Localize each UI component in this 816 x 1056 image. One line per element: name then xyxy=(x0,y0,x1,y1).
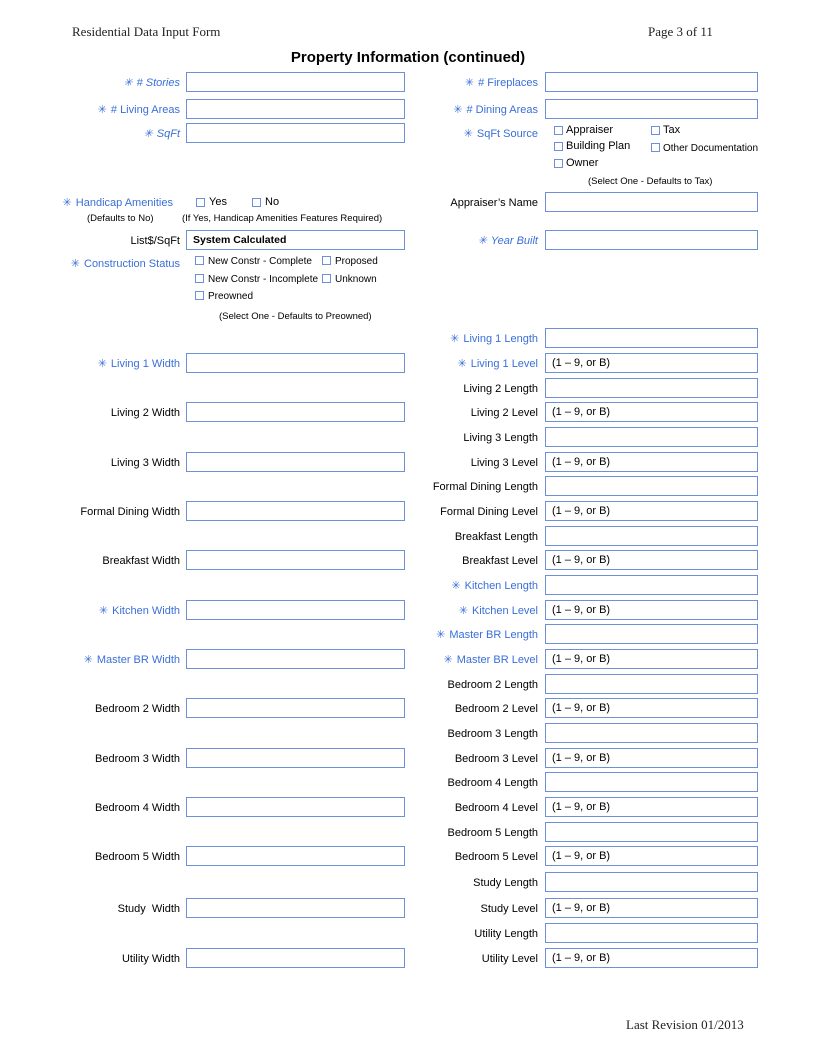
appraiser-name-label: Appraiser’s Name xyxy=(450,197,538,209)
master-br-length-input[interactable] xyxy=(545,624,758,644)
utility-level-label: Utility Level xyxy=(481,953,538,965)
construction-new-incomplete-checkbox[interactable] xyxy=(195,274,204,283)
bedroom5-width-input[interactable] xyxy=(186,846,405,866)
living1-level-label: ✳ Living 1 Level xyxy=(457,358,538,370)
required-icon: ✳ xyxy=(97,104,107,116)
bedroom4-width-label: Bedroom 4 Width xyxy=(95,802,180,814)
bedroom3-level-input[interactable] xyxy=(545,748,758,768)
sqft-label: ✳ SqFt xyxy=(143,128,180,140)
year-built-label: ✳ Year Built xyxy=(477,235,538,247)
dining-areas-label: ✳ # Dining Areas xyxy=(453,104,538,116)
construction-status-label: ✳ Construction Status xyxy=(70,258,180,270)
utility-width-input[interactable] xyxy=(186,948,405,968)
sqft-source-tax-checkbox[interactable] xyxy=(651,126,660,135)
required-icon: ✳ xyxy=(70,258,80,270)
formal-dining-length-input[interactable] xyxy=(545,476,758,496)
handicap-yes-label: Yes xyxy=(209,196,227,208)
master-br-level-input[interactable] xyxy=(545,649,758,669)
bedroom4-width-input[interactable] xyxy=(186,797,405,817)
bedroom4-level-input[interactable] xyxy=(545,797,758,817)
sqft-source-tax-label: Tax xyxy=(663,124,681,136)
utility-length-input[interactable] xyxy=(545,923,758,943)
handicap-features-note: (If Yes, Handicap Amenities Features Required) xyxy=(182,213,383,224)
living1-length-input[interactable] xyxy=(545,328,758,348)
list-sqft-label: List$/SqFt xyxy=(130,235,180,247)
bedroom2-width-label: Bedroom 2 Width xyxy=(95,703,180,715)
breakfast-length-label: Breakfast Length xyxy=(454,531,538,543)
level-hint: (1 – 9, or B) xyxy=(552,702,611,714)
construction-note: (Select One - Defaults to Preowned) xyxy=(219,311,372,322)
bedroom3-length-input[interactable] xyxy=(545,723,758,743)
construction-new-incomplete-label: New Constr - Incomplete xyxy=(208,274,319,285)
breakfast-length-input[interactable] xyxy=(545,526,758,546)
bedroom5-length-label: Bedroom 5 Length xyxy=(447,827,538,839)
required-icon: ✳ xyxy=(83,654,93,666)
appraiser-name-input[interactable] xyxy=(545,192,758,212)
level-hint: (1 – 9, or B) xyxy=(552,850,611,862)
list-sqft-value: System Calculated xyxy=(193,234,287,246)
living3-level-input[interactable] xyxy=(545,452,758,472)
breakfast-level-label: Breakfast Level xyxy=(462,555,538,567)
handicap-default-note: (Defaults to No) xyxy=(87,213,154,224)
living3-width-label: Living 3 Width xyxy=(110,457,180,469)
bedroom4-level-label: Bedroom 4 Level xyxy=(454,802,538,814)
living3-length-input[interactable] xyxy=(545,427,758,447)
stories-label: ✳ # Stories xyxy=(123,77,180,89)
required-icon: ✳ xyxy=(453,104,463,116)
bedroom5-length-input[interactable] xyxy=(545,822,758,842)
level-hint: (1 – 9, or B) xyxy=(552,902,611,914)
required-icon: ✳ xyxy=(98,605,109,617)
study-length-label: Study Length xyxy=(473,877,538,889)
utility-level-input[interactable] xyxy=(545,948,758,968)
bedroom2-level-label: Bedroom 2 Level xyxy=(454,703,538,715)
living2-level-label: Living 2 Level xyxy=(470,407,538,419)
study-level-label: Study Level xyxy=(480,903,538,915)
sqft-source-appraiser-checkbox[interactable] xyxy=(554,126,563,135)
kitchen-width-label: ✳ Kitchen Width xyxy=(98,605,180,617)
living2-length-label: Living 2 Length xyxy=(463,383,538,395)
form-title: Residential Data Input Form xyxy=(72,24,221,39)
required-icon: ✳ xyxy=(463,128,473,140)
required-icon: ✳ xyxy=(123,77,133,89)
page-number: Page 3 of 11 xyxy=(648,24,713,39)
living1-level-input[interactable] xyxy=(545,353,758,373)
bedroom4-length-label: Bedroom 4 Length xyxy=(447,777,538,789)
bedroom2-level-input[interactable] xyxy=(545,698,758,718)
required-icon: ✳ xyxy=(477,235,487,247)
construction-preowned-label: Preowned xyxy=(208,291,254,302)
bedroom3-length-label: Bedroom 3 Length xyxy=(447,728,538,740)
breakfast-width-input[interactable] xyxy=(186,550,405,570)
bedroom2-width-input[interactable] xyxy=(186,698,405,718)
sqft-source-other-checkbox[interactable] xyxy=(651,143,660,152)
utility-length-label: Utility Length xyxy=(474,928,538,940)
level-hint: (1 – 9, or B) xyxy=(552,456,611,468)
section-title: Property Information (continued) xyxy=(290,49,526,66)
handicap-no-label: No xyxy=(265,196,280,208)
living1-width-label: ✳ Living 1 Width xyxy=(97,358,180,370)
formal-dining-level-label: Formal Dining Level xyxy=(440,506,538,518)
level-hint: (1 – 9, or B) xyxy=(552,357,611,369)
bedroom3-width-input[interactable] xyxy=(186,748,405,768)
construction-proposed-checkbox[interactable] xyxy=(322,256,331,265)
formal-dining-width-label: Formal Dining Width xyxy=(80,506,180,518)
level-hint: (1 – 9, or B) xyxy=(552,604,611,616)
formal-dining-length-label: Formal Dining Length xyxy=(432,481,538,493)
level-hint: (1 – 9, or B) xyxy=(552,406,611,418)
study-length-input[interactable] xyxy=(545,872,758,892)
study-width-label: Study Width xyxy=(117,903,180,915)
study-width-input[interactable] xyxy=(186,898,405,918)
bedroom3-width-label: Bedroom 3 Width xyxy=(95,753,180,765)
kitchen-width-input[interactable] xyxy=(186,600,405,620)
fireplaces-label: ✳ # Fireplaces xyxy=(464,77,538,89)
master-br-level-label: ✳ Master BR Level xyxy=(443,654,538,666)
bedroom5-width-label: Bedroom 5 Width xyxy=(95,851,180,863)
level-hint: (1 – 9, or B) xyxy=(552,801,611,813)
living3-width-input[interactable] xyxy=(186,452,405,472)
construction-proposed-label: Proposed xyxy=(335,256,378,267)
bedroom5-level-input[interactable] xyxy=(545,846,758,866)
handicap-label: ✳ Handicap Amenities xyxy=(62,197,173,209)
required-icon: ✳ xyxy=(143,128,153,140)
level-hint: (1 – 9, or B) xyxy=(552,752,611,764)
year-built-input[interactable] xyxy=(545,230,758,250)
master-br-length-label: ✳ Master BR Length xyxy=(436,629,538,641)
required-icon: ✳ xyxy=(436,629,446,641)
kitchen-length-label: ✳ Kitchen Length xyxy=(451,580,538,592)
living3-length-label: Living 3 Length xyxy=(463,432,538,444)
kitchen-length-input[interactable] xyxy=(545,575,758,595)
bedroom5-level-label: Bedroom 5 Level xyxy=(454,851,538,863)
master-br-width-input[interactable] xyxy=(186,649,405,669)
sqft-source-owner-label: Owner xyxy=(566,157,599,169)
revision-date: Last Revision 01/2013 xyxy=(626,1017,744,1032)
bedroom3-level-label: Bedroom 3 Level xyxy=(454,753,538,765)
fireplaces-input[interactable] xyxy=(545,72,758,92)
required-icon: ✳ xyxy=(464,77,475,89)
breakfast-width-label: Breakfast Width xyxy=(102,555,180,567)
required-icon: ✳ xyxy=(97,358,107,370)
handicap-yes-checkbox[interactable] xyxy=(196,198,205,207)
sqft-source-label: ✳ SqFt Source xyxy=(463,128,538,140)
required-icon: ✳ xyxy=(458,605,468,617)
required-icon: ✳ xyxy=(450,333,460,345)
bedroom2-length-input[interactable] xyxy=(545,674,758,694)
utility-width-label: Utility Width xyxy=(121,953,180,965)
living2-length-input[interactable] xyxy=(545,378,758,398)
required-icon: ✳ xyxy=(451,580,461,592)
living1-width-input[interactable] xyxy=(186,353,405,373)
construction-unknown-checkbox[interactable] xyxy=(322,274,331,283)
breakfast-level-input[interactable] xyxy=(545,550,758,570)
bedroom4-length-input[interactable] xyxy=(545,772,758,792)
stories-input[interactable] xyxy=(186,72,405,92)
handicap-no-checkbox[interactable] xyxy=(252,198,261,207)
level-hint: (1 – 9, or B) xyxy=(552,952,611,964)
master-br-width-label: ✳ Master BR Width xyxy=(83,654,180,666)
sqft-source-building-plan-label: Building Plan xyxy=(566,140,631,152)
living-areas-input[interactable] xyxy=(186,99,405,119)
kitchen-level-input[interactable] xyxy=(545,600,758,620)
dining-areas-input[interactable] xyxy=(545,99,758,119)
living2-level-input[interactable] xyxy=(545,402,758,422)
required-icon: ✳ xyxy=(443,654,453,666)
sqft-input[interactable] xyxy=(186,123,405,143)
living1-length-label: ✳ Living 1 Length xyxy=(450,333,538,345)
construction-preowned-checkbox[interactable] xyxy=(195,291,204,300)
construction-new-complete-checkbox[interactable] xyxy=(195,256,204,265)
sqft-source-building-plan-checkbox[interactable] xyxy=(554,142,563,151)
construction-new-complete-label: New Constr - Complete xyxy=(208,256,312,267)
kitchen-level-label: ✳ Kitchen Level xyxy=(458,605,538,617)
level-hint: (1 – 9, or B) xyxy=(552,505,611,517)
study-level-input[interactable] xyxy=(545,898,758,918)
formal-dining-width-input[interactable] xyxy=(186,501,405,521)
required-icon: ✳ xyxy=(457,358,467,370)
construction-unknown-label: Unknown xyxy=(335,274,377,285)
living3-level-label: Living 3 Level xyxy=(470,457,538,469)
sqft-source-appraiser-label: Appraiser xyxy=(566,124,614,136)
living2-width-input[interactable] xyxy=(186,402,405,422)
bedroom2-length-label: Bedroom 2 Length xyxy=(447,679,538,691)
sqft-source-note: (Select One - Defaults to Tax) xyxy=(588,176,713,187)
sqft-source-owner-checkbox[interactable] xyxy=(554,159,563,168)
formal-dining-level-input[interactable] xyxy=(545,501,758,521)
level-hint: (1 – 9, or B) xyxy=(552,554,611,566)
list-sqft-field xyxy=(186,230,405,250)
living2-width-label: Living 2 Width xyxy=(110,407,180,419)
sqft-source-other-label: Other Documentation xyxy=(663,143,759,154)
living-areas-label: ✳ # Living Areas xyxy=(97,104,180,116)
required-icon: ✳ xyxy=(62,197,72,209)
level-hint: (1 – 9, or B) xyxy=(552,653,611,665)
